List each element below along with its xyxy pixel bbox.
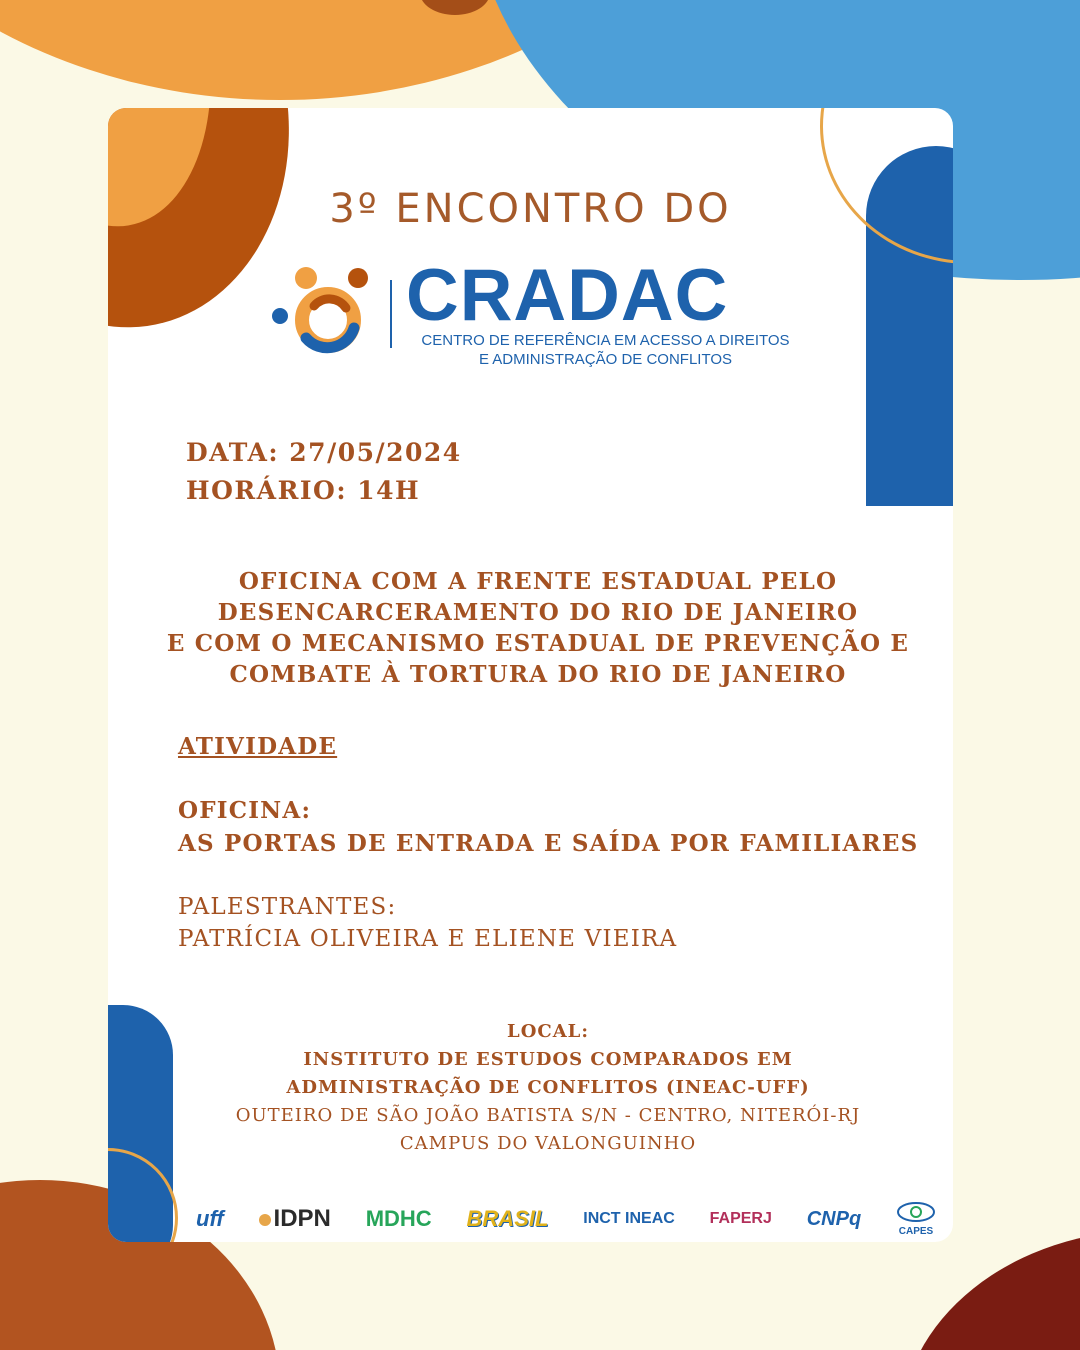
- logo-divider: [390, 280, 392, 348]
- sponsor-logos: [196, 1196, 936, 1242]
- poster-card: [108, 108, 953, 1242]
- capes-logo: [896, 1201, 936, 1237]
- speakers-block: [178, 891, 677, 955]
- capes-eye-icon: [896, 1201, 936, 1223]
- event-heading: 3º ENCONTRO DO: [329, 186, 732, 232]
- workshop-label: OFICINA:: [178, 797, 312, 824]
- cnpq-logo: CNPq: [806, 1207, 862, 1230]
- location-line: INSTITUTO DE ESTUDOS COMPARADOS EM: [303, 1049, 793, 1070]
- speakers-label: PALESTRANTES:: [178, 894, 397, 920]
- location-address: OUTEIRO DE SÃO JOÃO BATISTA S/N - CENTRO, NITERÓI-RJ: [235, 1105, 861, 1126]
- location-block: [208, 1018, 888, 1158]
- activity-label: ATIVIDADE: [178, 733, 338, 760]
- logo-subtitle-line: E ADMINISTRAÇÃO DE CONFLITOS: [478, 351, 733, 368]
- idpn-logo-text: IDPN: [273, 1205, 331, 1232]
- cradac-logo: [266, 255, 806, 373]
- inct-ineac-logo: INCT INEAC: [583, 1210, 675, 1227]
- location-campus: CAMPUS DO VALONGUINHO: [399, 1133, 697, 1154]
- faperj-logo: FAPERJ: [709, 1210, 772, 1227]
- location-line: ADMINISTRAÇÃO DE CONFLITOS (INEAC-UFF): [286, 1077, 810, 1098]
- idpn-logo: [259, 1205, 331, 1233]
- event-time: HORÁRIO: 14H: [186, 476, 421, 505]
- speakers-names: PATRÍCIA OLIVEIRA E ELIENE VIEIRA: [178, 926, 678, 952]
- background-dark-bottom-shape: [900, 1230, 1080, 1350]
- uff-logo: uff: [196, 1206, 224, 1231]
- logo-subtitle: [408, 331, 803, 369]
- cradac-logo-mark-icon: [266, 258, 381, 373]
- logo-subtitle-line: CENTRO DE REFERÊNCIA EM ACESSO A DIREITOS: [421, 332, 790, 349]
- title-line: E COM O MECANISMO ESTADUAL DE PREVENÇÃO E: [166, 630, 910, 657]
- logo-name: CRADAC: [406, 255, 729, 336]
- mdhc-logo: MDHC: [365, 1206, 432, 1231]
- event-title: [148, 566, 928, 690]
- workshop-title: AS PORTAS DE ENTRADA E SAÍDA POR FAMILIARES: [178, 830, 919, 857]
- governo-brasil-logo: BRASIL: [466, 1206, 549, 1231]
- title-line: OFICINA COM A FRENTE ESTADUAL PELO: [238, 568, 838, 595]
- event-info: [186, 434, 462, 510]
- event-date: DATA: 27/05/2024: [186, 438, 462, 467]
- workshop-block: [178, 794, 918, 860]
- idpn-dot-icon: [259, 1214, 271, 1226]
- capes-logo-text: CAPES: [898, 1226, 934, 1237]
- location-label: LOCAL:: [507, 1021, 589, 1042]
- title-line: COMBATE À TORTURA DO RIO DE JANEIRO: [229, 661, 847, 688]
- title-line: DESENCARCERAMENTO DO RIO DE JANEIRO: [217, 599, 859, 626]
